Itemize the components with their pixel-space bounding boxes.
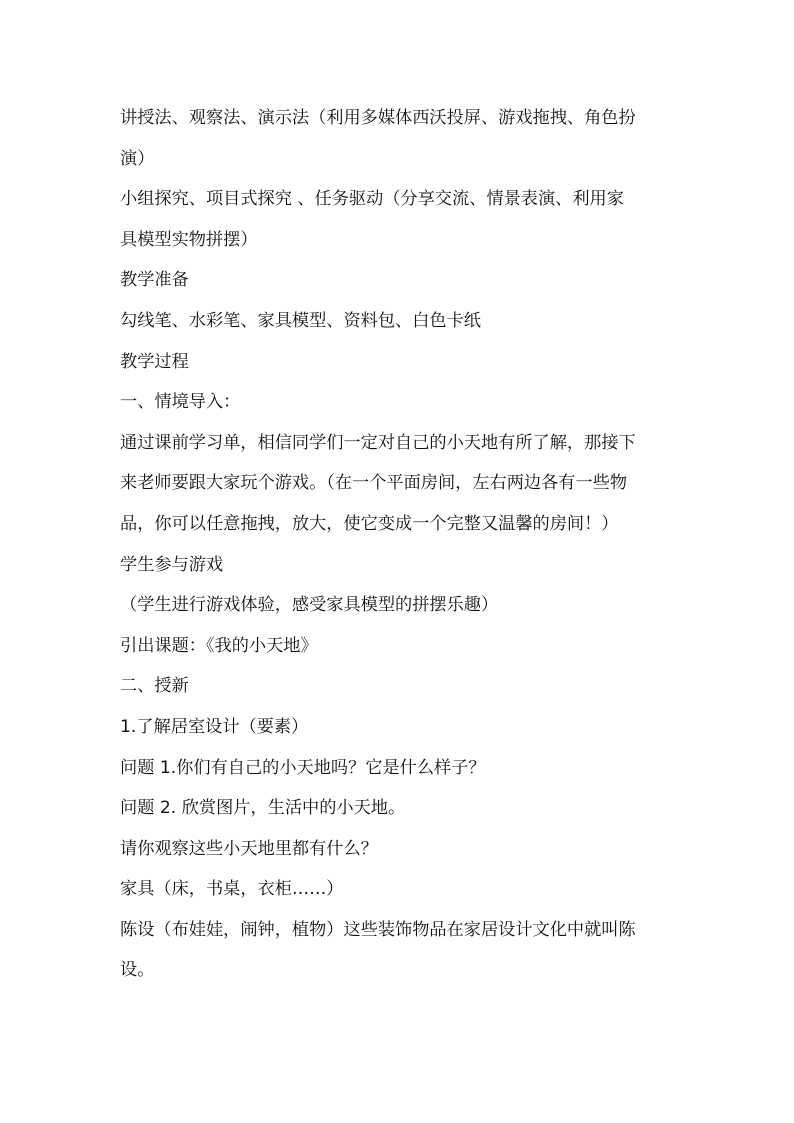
text-line: 小组探究、项目式探究 、任务驱动（分享交流、情景表演、利用家 <box>120 189 624 210</box>
text-line: 陈设（布娃娃，闹钟，植物）这些装饰物品在家居设计文化中就叫陈 <box>120 919 636 940</box>
text-line: 来老师要跟大家玩个游戏。（在一个平面房间，左右两边各有一些物 <box>120 473 628 494</box>
text-line: 设。 <box>120 960 155 981</box>
text-line: 问题 1.你们有自己的小天地吗？它是什么样子？ <box>120 757 486 778</box>
text-line: 问题 2. 欣赏图片，生活中的小天地。 <box>120 798 406 819</box>
text-line: 品，你可以任意拖拽，放大，使它变成一个完整又温馨的房间！） <box>120 513 619 534</box>
section-heading: 一、情境导入： <box>120 392 241 413</box>
section-heading: 教学过程 <box>120 351 189 372</box>
text-line: 家具（床，书桌，衣柜……） <box>120 879 344 900</box>
section-heading: 教学准备 <box>120 270 189 291</box>
text-line: 引出课题：《我的小天地》 <box>120 635 318 656</box>
document-body <box>120 98 680 991</box>
subsection-heading: 1.了解居室设计（要素） <box>120 716 309 737</box>
text-line: 具模型实物拼摆） <box>120 229 258 250</box>
text-line: （学生进行游戏体验，感受家具模型的拼摆乐趣） <box>120 595 499 616</box>
text-line: 请你观察这些小天地里都有什么？ <box>120 838 378 859</box>
section-heading: 二、授新 <box>120 676 189 697</box>
text-line: 勾线笔、水彩笔、家具模型、资料包、白色卡纸 <box>120 310 481 331</box>
text-line: 演） <box>120 148 155 169</box>
text-line: 学生参与游戏 <box>120 554 224 575</box>
text-line: 通过课前学习单，相信同学们一定对自己的小天地有所了解，那接下 <box>120 432 636 453</box>
text-line: 讲授法、观察法、演示法（利用多媒体西沃投屏、游戏拖拽、角色扮 <box>120 108 636 128</box>
